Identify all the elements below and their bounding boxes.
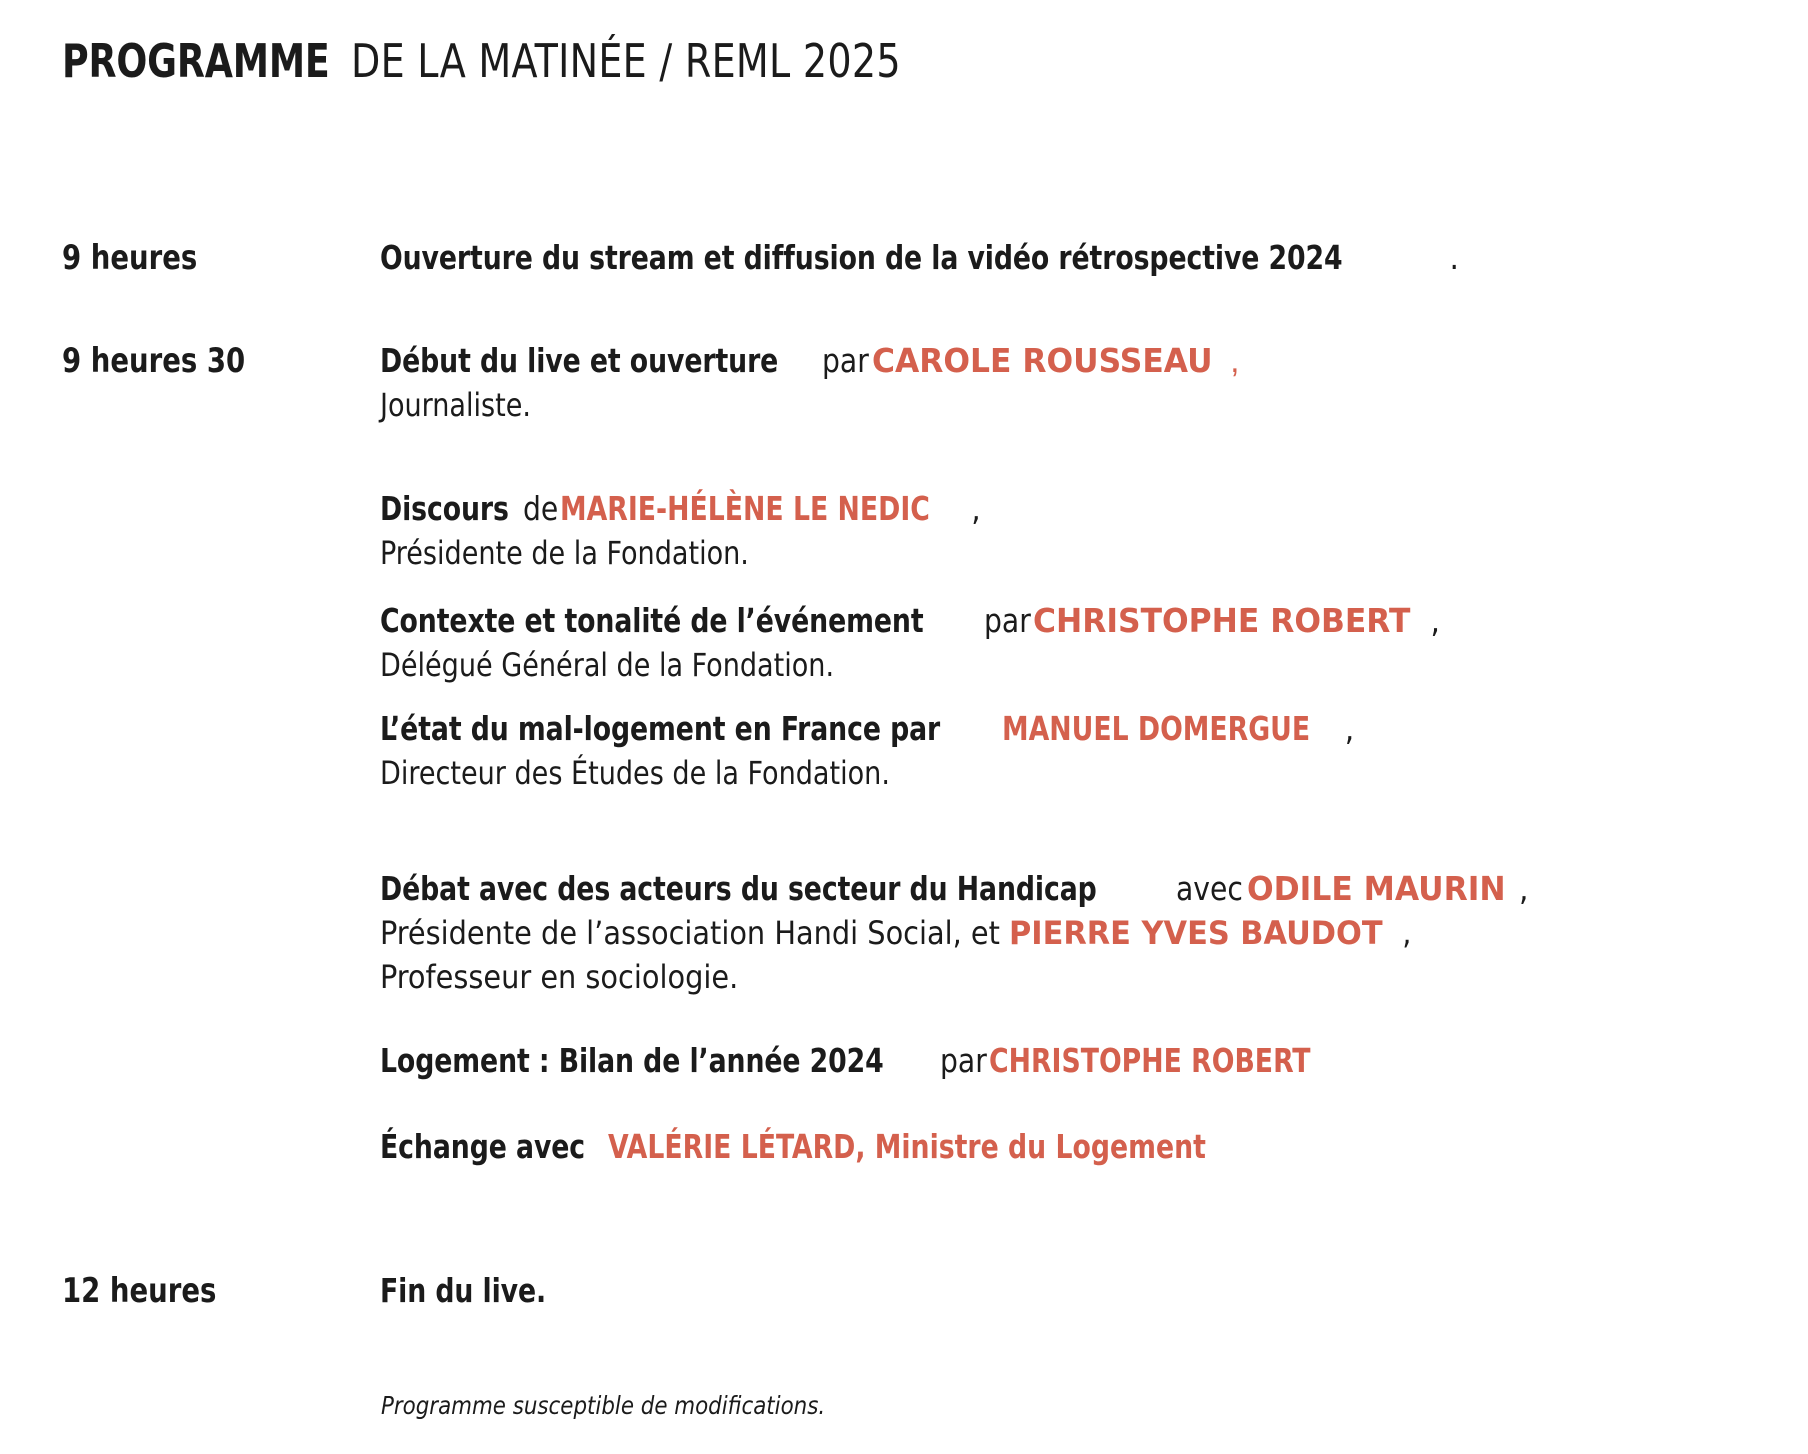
schedule-entry: [380, 487, 981, 575]
punctuation: ,: [971, 489, 981, 528]
session-title: Contexte et tonalité de l’événement: [380, 601, 924, 640]
session-title: Discours: [380, 489, 509, 528]
speaker-name: ODILE MAURIN: [1246, 869, 1506, 908]
page-title-light: DE LA MATINÉE / REML 2025: [350, 34, 901, 88]
schedule-entry: [380, 1269, 565, 1313]
entry-headline: [380, 1039, 1346, 1083]
speaker-name: MARIE-HÉLÈNE LE NEDIC: [560, 489, 931, 528]
entry-headline: [380, 707, 1354, 751]
speaker-role: Directeur des Études de la Fondation.: [380, 754, 890, 792]
entry-detail-line: [380, 911, 1528, 955]
connector-word: avec: [1176, 869, 1244, 908]
connector-word: par: [983, 601, 1031, 640]
speaker-role: Présidente de la Fondation.: [380, 534, 749, 572]
speaker-name: MANUEL DOMERGUE: [1002, 709, 1311, 748]
connector-word: par: [822, 341, 870, 380]
punctuation: ,: [1430, 601, 1440, 640]
speaker-name: CHRISTOPHE ROBERT: [988, 1041, 1311, 1080]
schedule-time: 9 heures 30: [62, 341, 246, 381]
page-title: [62, 33, 949, 89]
schedule-entry: [380, 236, 1459, 280]
schedule-entry: [380, 1039, 1346, 1083]
schedule-entry: [380, 599, 1440, 687]
speaker-role: Professeur en sociologie.: [380, 958, 739, 996]
entry-headline: [380, 867, 1528, 911]
schedule-entry: [380, 1125, 1272, 1169]
session-title: Logement : Bilan de l’année 2024: [380, 1041, 884, 1080]
speaker-role: Délégué Général de la Fondation.: [380, 646, 835, 684]
entry-headline: [380, 487, 981, 531]
entry-detail-line: [380, 955, 1528, 999]
speaker-role: Journaliste.: [380, 386, 532, 424]
punctuation: ,: [1344, 709, 1355, 748]
schedule-time: 9 heures: [62, 238, 198, 278]
session-title: Échange avec: [380, 1127, 586, 1166]
entry-headline: [380, 599, 1440, 643]
session-title: Débat avec des acteurs du secteur du Handicap: [380, 869, 1097, 908]
entry-headline: [380, 1269, 565, 1313]
page-title-strong: PROGRAMME: [62, 34, 330, 88]
session-title: Ouverture du stream et diffusion de la vidéo rétrospective 2024: [380, 238, 1343, 277]
speaker-name: CHRISTOPHE ROBERT: [1033, 601, 1411, 640]
schedule-entry: [380, 707, 1354, 795]
punctuation: .: [1449, 238, 1459, 277]
entry-headline: [380, 236, 1459, 280]
connector-word: de: [523, 489, 559, 528]
speaker-name: VALÉRIE LÉTARD, Ministre du Logement: [607, 1127, 1206, 1166]
punctuation: ,: [1230, 342, 1240, 379]
speaker-name: PIERRE YVES BAUDOT: [1009, 914, 1383, 952]
programme-footnote: Programme susceptible de modifications.: [381, 1391, 826, 1420]
punctuation: ,: [1518, 869, 1529, 908]
entry-headline: [380, 339, 1239, 383]
session-title: Fin du live.: [380, 1271, 547, 1310]
speaker-role: Présidente de l’association Handi Social, et: [380, 914, 1010, 952]
session-title: Début du live et ouverture: [380, 341, 779, 380]
schedule-entry: [380, 339, 1239, 427]
schedule-entry: [380, 867, 1528, 999]
speaker-name: CAROLE ROUSSEAU: [871, 341, 1213, 380]
session-title: L’état du mal-logement en France par: [380, 709, 941, 748]
schedule-time: 12 heures: [62, 1271, 217, 1311]
entry-headline: [380, 1125, 1272, 1169]
connector-word: par: [939, 1041, 987, 1080]
punctuation: ,: [1402, 914, 1412, 952]
